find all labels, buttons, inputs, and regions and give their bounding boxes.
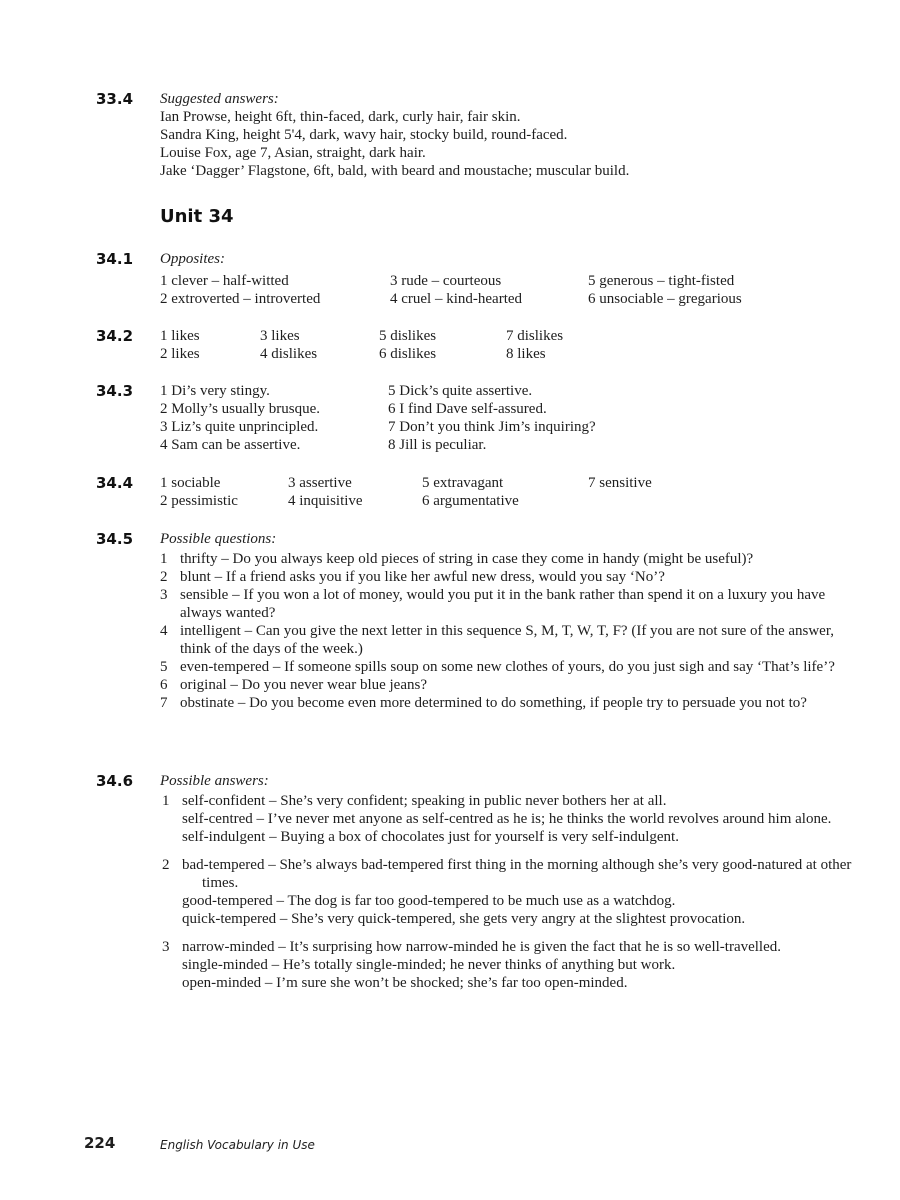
question-item: 7 obstinate – Do you become even more determined to do something, if people try to persuade you not to? [160, 695, 807, 711]
unit-title: Unit 34 [160, 206, 234, 227]
answer-item: 5 extravagant [422, 475, 504, 491]
answer-item: 4 Sam can be assertive. [160, 437, 301, 453]
answer-entry: good-tempered – The dog is far too good-tempered to be much use as a watchdog. [182, 893, 676, 909]
answer-line: Sandra King, height 5'4, dark, wavy hair, stocky build, round-faced. [160, 127, 568, 143]
question-item: 6 original – Do you never wear blue jeans? [160, 677, 427, 693]
answer-item: 2 extroverted – introverted [160, 291, 321, 307]
answer-item: 5 generous – tight-fisted [588, 273, 735, 289]
exercise-heading: Possible answers: [160, 773, 269, 789]
answer-item: 7 sensitive [588, 475, 652, 491]
book-title: English Vocabulary in Use [160, 1138, 315, 1152]
exercise-number: 34.1 [96, 250, 134, 268]
answer-line: Ian Prowse, height 6ft, thin-faced, dark, curly hair, fair skin. [160, 109, 521, 125]
answer-entry: self-confident – She’s very confident; speaking in public never bothers her at all. [182, 793, 667, 809]
answer-item: 4 cruel – kind-hearted [390, 291, 523, 307]
exercise-number: 34.4 [96, 474, 134, 492]
question-item: 2 blunt – If a friend asks you if you like her awful new dress, would you say ‘No’? [160, 569, 665, 585]
question-item: 1 thrifty – Do you always keep old pieces of string in case they come in handy (might be useful)? [160, 551, 754, 567]
answer-item: 8 Jill is peculiar. [388, 437, 487, 453]
answer-group: 1 self-confident – She’s very confident; speaking in public never bothers her at all. self-centred – I’ve never met anyone as self-centred as he is; he thinks the world revolves around him alone. self-indulgent – Buying a box of chocolates just for yourself is very self-indulgent. [160, 792, 860, 846]
answer-item: 6 unsociable – gregarious [588, 291, 742, 307]
answer-item: 3 rude – courteous [390, 273, 502, 289]
exercise-heading: Suggested answers: [160, 91, 279, 107]
answer-item: 1 likes [160, 328, 200, 344]
answer-item: 7 Don’t you think Jim’s inquiring? [388, 419, 596, 435]
answer-item: 3 Liz’s quite unprincipled. [160, 419, 319, 435]
answer-entry: self-indulgent – Buying a box of chocolates just for yourself is very self-indulgent. [182, 829, 679, 845]
answer-item: 6 I find Dave self-assured. [388, 401, 547, 417]
answer-entry: quick-tempered – She’s very quick-tempered, she gets very angry at the slightest provocation. [182, 911, 746, 927]
exercise-number: 34.6 [96, 772, 134, 790]
answer-group: 3 narrow-minded – It’s surprising how narrow-minded he is given the fact that he is so well-travelled. single-minded – He’s totally single-minded; he never thinks of anything but work. open-minded – I’m sure she won’t be shocked; she’s far too open-minded. [160, 938, 860, 992]
answer-item: 2 Molly’s usually brusque. [160, 401, 320, 417]
exercise-heading: Possible questions: [160, 531, 277, 547]
answer-item: 5 dislikes [379, 328, 437, 344]
answer-item: 4 inquisitive [288, 493, 363, 509]
answer-entry: narrow-minded – It’s surprising how narrow-minded he is given the fact that he is so well-travelled. [182, 939, 782, 955]
answer-entry: open-minded – I’m sure she won’t be shocked; she’s far too open-minded. [182, 975, 628, 991]
answer-line: Louise Fox, age 7, Asian, straight, dark hair. [160, 145, 426, 161]
answer-item: 3 assertive [288, 475, 352, 491]
answer-item: 2 pessimistic [160, 493, 238, 509]
answer-item: 5 Dick’s quite assertive. [388, 383, 533, 399]
answer-item: 4 dislikes [260, 346, 318, 362]
answer-entry: single-minded – He’s totally single-minded; he never thinks of anything but work. [182, 957, 676, 973]
exercise-number: 33.4 [96, 90, 134, 108]
answer-entry: bad-tempered – She’s always bad-tempered first thing in the morning although she’s very good-natured at other times. [182, 857, 852, 891]
page-number: 224 [84, 1134, 116, 1152]
answer-item: 6 argumentative [422, 493, 519, 509]
question-item: 3 sensible – If you won a lot of money, would you put it in the bank rather than spend it on a luxury you have always wanted? [160, 587, 826, 621]
question-item: 4 intelligent – Can you give the next letter in this sequence S, M, T, W, T, F? (If you are not sure of the answer, think of the days of the week.) [160, 623, 834, 657]
answer-item: 1 Di’s very stingy. [160, 383, 270, 399]
answer-item: 1 clever – half-witted [160, 273, 289, 289]
answer-line: Jake ‘Dagger’ Flagstone, 6ft, bald, with beard and moustache; muscular build. [160, 163, 630, 179]
question-item: 5 even-tempered – If someone spills soup on some new clothes of yours, do you just sigh and say ‘That’s life’? [160, 659, 835, 675]
exercise-heading: Opposites: [160, 251, 225, 267]
answer-item: 7 dislikes [506, 328, 564, 344]
exercise-number: 34.5 [96, 530, 134, 548]
answer-item: 2 likes [160, 346, 200, 362]
exercise-number: 34.2 [96, 327, 134, 345]
answer-item: 3 likes [260, 328, 300, 344]
answer-entry: self-centred – I’ve never met anyone as self-centred as he is; he thinks the world revolves around him alone. [182, 811, 832, 827]
answer-item: 8 likes [506, 346, 546, 362]
exercise-number: 34.3 [96, 382, 134, 400]
answer-group: 2 bad-tempered – She’s always bad-tempered first thing in the morning although she’s very good-natured at other times. good-tempered – The dog is far too good-tempered to be much use as a watchdog. quick-tempered – She’s very quick-tempered, she gets very angry at the slightest provocation. [160, 856, 860, 928]
answer-item: 6 dislikes [379, 346, 437, 362]
answer-item: 1 sociable [160, 475, 221, 491]
